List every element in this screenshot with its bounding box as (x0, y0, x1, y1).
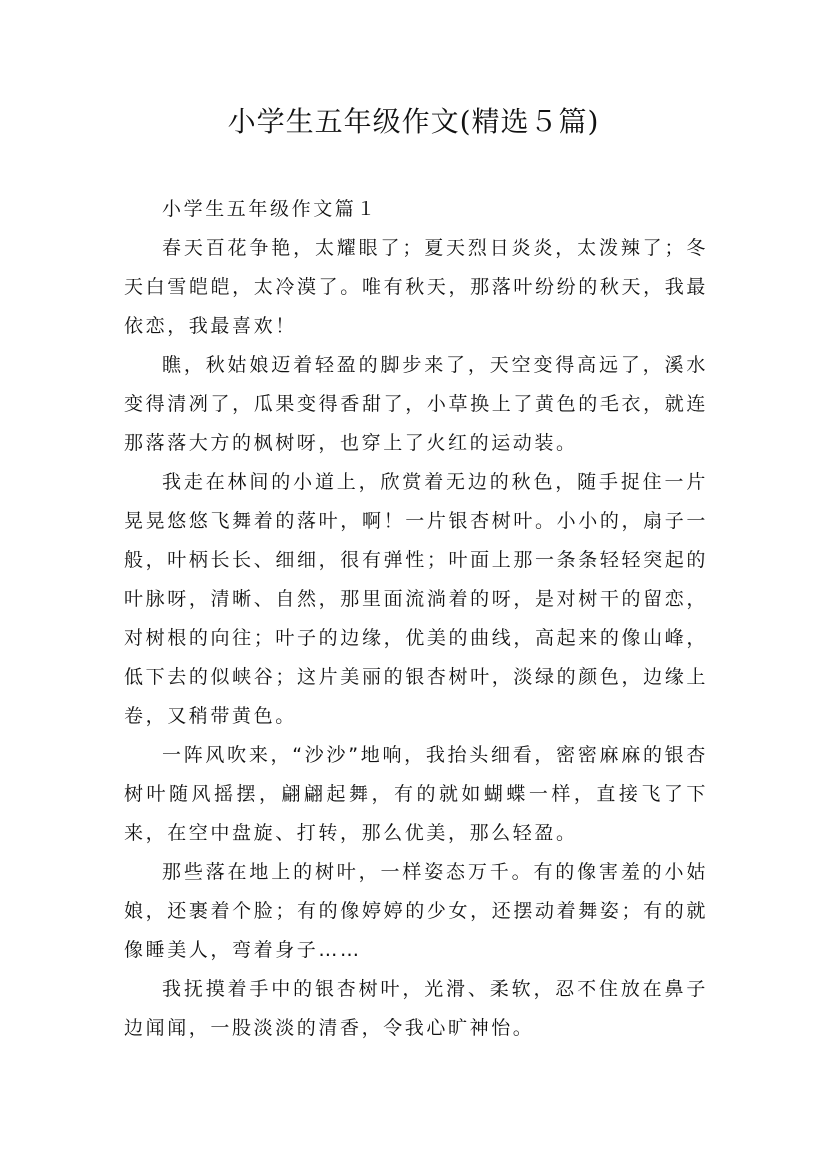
paragraph-6: 我抚摸着手中的银杏树叶，光滑、柔软，忍不住放在鼻子边闻闻，一股淡淡的清香，令我心旷神怡。 (124, 978, 708, 1039)
document-title: 小学生五年级作文(精选５篇) (227, 105, 600, 138)
document-body (124, 190, 708, 1048)
paragraph-3: 我走在林间的小道上，欣赏着无边的秋色，随手捉住一片晃晃悠悠飞舞着的落叶，啊！一片银杏树叶。小小的，扇子一般，叶柄长长、细细，很有弹性；叶面上那一条条轻轻突起的叶脉呀，清晰、自然，那里面流淌着的呀，是对树干的留恋，对树根的向往；叶子的边缘，优美的曲线，高起来的像山峰，低下去的似峡谷；这片美丽的银杏树叶，淡绿的颜色，边缘上卷，又稍带黄色。 (124, 471, 708, 727)
paragraph-2: 瞧，秋姑娘迈着轻盈的脚步来了，天空变得高远了，溪水变得清冽了，瓜果变得香甜了，小草换上了黄色的毛衣，就连那落落大方的枫树呀，也穿上了火红的运动装。 (124, 354, 708, 454)
paragraph-4: 一阵风吹来，“沙沙”地响，我抬头细看，密密麻麻的银杏树叶随风摇摆，翩翩起舞，有的就如蝴蝶一样，直接飞了下来，在空中盘旋、打转，那么优美，那么轻盈。 (124, 744, 708, 844)
section-heading: 小学生五年级作文篇１ (162, 198, 379, 220)
paragraph-5: 那些落在地上的树叶，一样姿态万千。有的像害羞的小姑娘，还裹着个脸；有的像婷婷的少女，还摆动着舞姿；有的就像睡美人，弯着身子…… (124, 861, 708, 961)
paragraph-1: 春天百花争艳，太耀眼了；夏天烈日炎炎，太泼辣了；冬天白雪皑皑，太冷漠了。唯有秋天，那落叶纷纷的秋天，我最依恋，我最喜欢！ (124, 237, 708, 337)
